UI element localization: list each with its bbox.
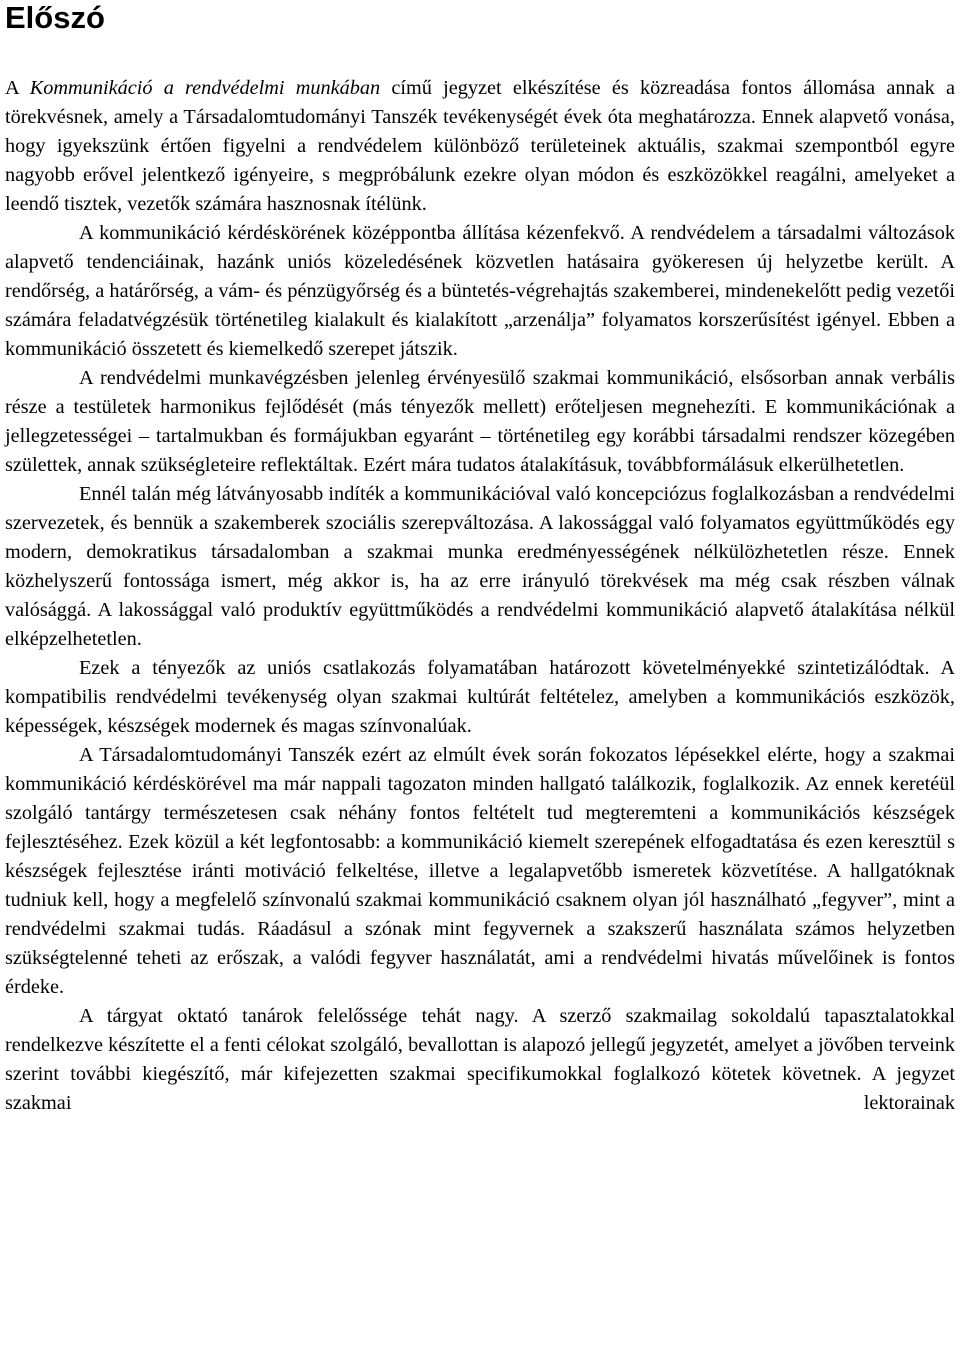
paragraph: A kommunikáció kérdéskörének középpontba állítása kézenfekvő. A rendvédelem a társadalmi változások alapvető tendenciáinak, hazánk uniós közeledésének közvetlen hatásaira gyökeresen új helyzetbe került. A rendőrség, a határőrség, a vám- és pénzügyőrség és a büntetés-végrehajtás szakemberei, mindenekelőtt pedig vezetői számára feladatvégzésük történetileg kialakult és kialakított „arzenálja” folyamatos korszerűsítést igényel. Ebben a kommunikáció összetett és kiemelkedő szerepet játszik.: [5, 222, 955, 360]
intro-article: A: [5, 77, 19, 99]
paragraph: Ezek a tényezők az uniós csatlakozás folyamatában határozott követelményekké szintetizálódtak. A kompatibilis rendvédelmi tevékenység olyan szakmai kultúrát feltételez, amelyben a kommunikációs eszközök, képességek, készségek modernek és magas színvonalúak.: [5, 657, 955, 737]
document-body: [5, 74, 955, 1118]
paragraph: A tárgyat oktató tanárok felelőssége tehát nagy. A szerző szakmailag sokoldalú tapasztalatokkal rendelkezve készítette el a fenti célokat szolgáló, bevallottan is alapozó jellegű jegyzetét, amelyet a jövőben terveink szerint további kiegészítő, már kifejezetten szakmai specifikumokkal foglalkozó kötetek követnek. A jegyzet szakmai lektorainak: [5, 1005, 955, 1114]
document-page: [5, 0, 955, 1118]
page-title: Előszó: [5, 0, 105, 35]
paragraph: A rendvédelmi munkavégzésben jelenleg érvényesülő szakmai kommunikáció, elsősorban annak verbális része a testületek harmonikus fejlődését (más tényezők mellett) erőteljesen megnehezíti. E kommunikációnak a jellegzetességei – tartalmukban és formájukban egyaránt – történetileg egy korábbi társadalmi rendszer közegében születtek, annak szükségleteire reflektáltak. Ezért mára tudatos átalakításuk, továbbformálásuk elkerülhetetlen.: [5, 367, 955, 476]
paragraph: A Társadalomtudományi Tanszék ezért az elmúlt évek során fokozatos lépésekkel elérte, hogy a szakmai kommunikáció kérdéskörével ma már nappali tagozaton minden hallgató találkozik, foglalkozik. Az ennek keretéül szolgáló tantárgy természetesen csak néhány fontos feltételt tud megteremteni a kommunikációs készségek fejlesztéséhez. Ezek közül a két legfontosabb: a kommunikáció kiemelt szerepének elfogadtatása és ezen keresztül s készségek fejlesztése iránti motiváció felkeltése, illetve a legalapvetőbb ismeretek közvetítése. A hallgatóknak tudniuk kell, hogy a megfelelő színvonalú szakmai kommunikáció csaknem olyan jól használható „fegyver”, mint a rendvédelmi szakmai tudás. Ráadásul a szónak mint fegyvernek a szakszerű használata számos helyzetben szükségtelenné teheti az erőszak, a valódi fegyver használatát, ami a rendvédelmi hivatás művelőinek is fontos érdeke.: [5, 744, 955, 998]
paragraph: Ennél talán még látványosabb indíték a kommunikációval való koncepciózus foglalkozásban a rendvédelmi szervezetek, és bennük a szakemberek szociális szerepváltozása. A lakossággal való folyamatos együttműködés egy modern, demokratikus társadalomban a szakmai munka eredményességének nélkülözhetetlen része. Ennek közhelyszerű fontossága ismert, még akkor is, ha az erre irányuló törekvések ma még csak részben válnak valósággá. A lakossággal való produktív együttműködés a rendvédelmi kommunikáció alapvető átalakítása nélkül elképzelhetetlen.: [5, 483, 955, 650]
publication-title: Kommunikáció a rendvédelmi munkában: [29, 77, 381, 99]
intro-paragraph: [5, 74, 955, 219]
intro-text: című jegyzet elkészítése és közreadása fontos állomása annak a törekvésnek, amely a Társadalomtudományi Tanszék tevékenységét évek óta meghatározza. Ennek alapvető vonása, hogy igyekszünk értően figyelni a rendvédelem különböző területeinek aktuális, szakmai szempontból egyre nagyobb erővel jelentkező igényeire, s megpróbálunk ezekre olyan módon és eszközökkel reagálni, amelyeket a leendő tisztek, vezetők számára hasznosnak ítélünk.: [5, 77, 955, 215]
